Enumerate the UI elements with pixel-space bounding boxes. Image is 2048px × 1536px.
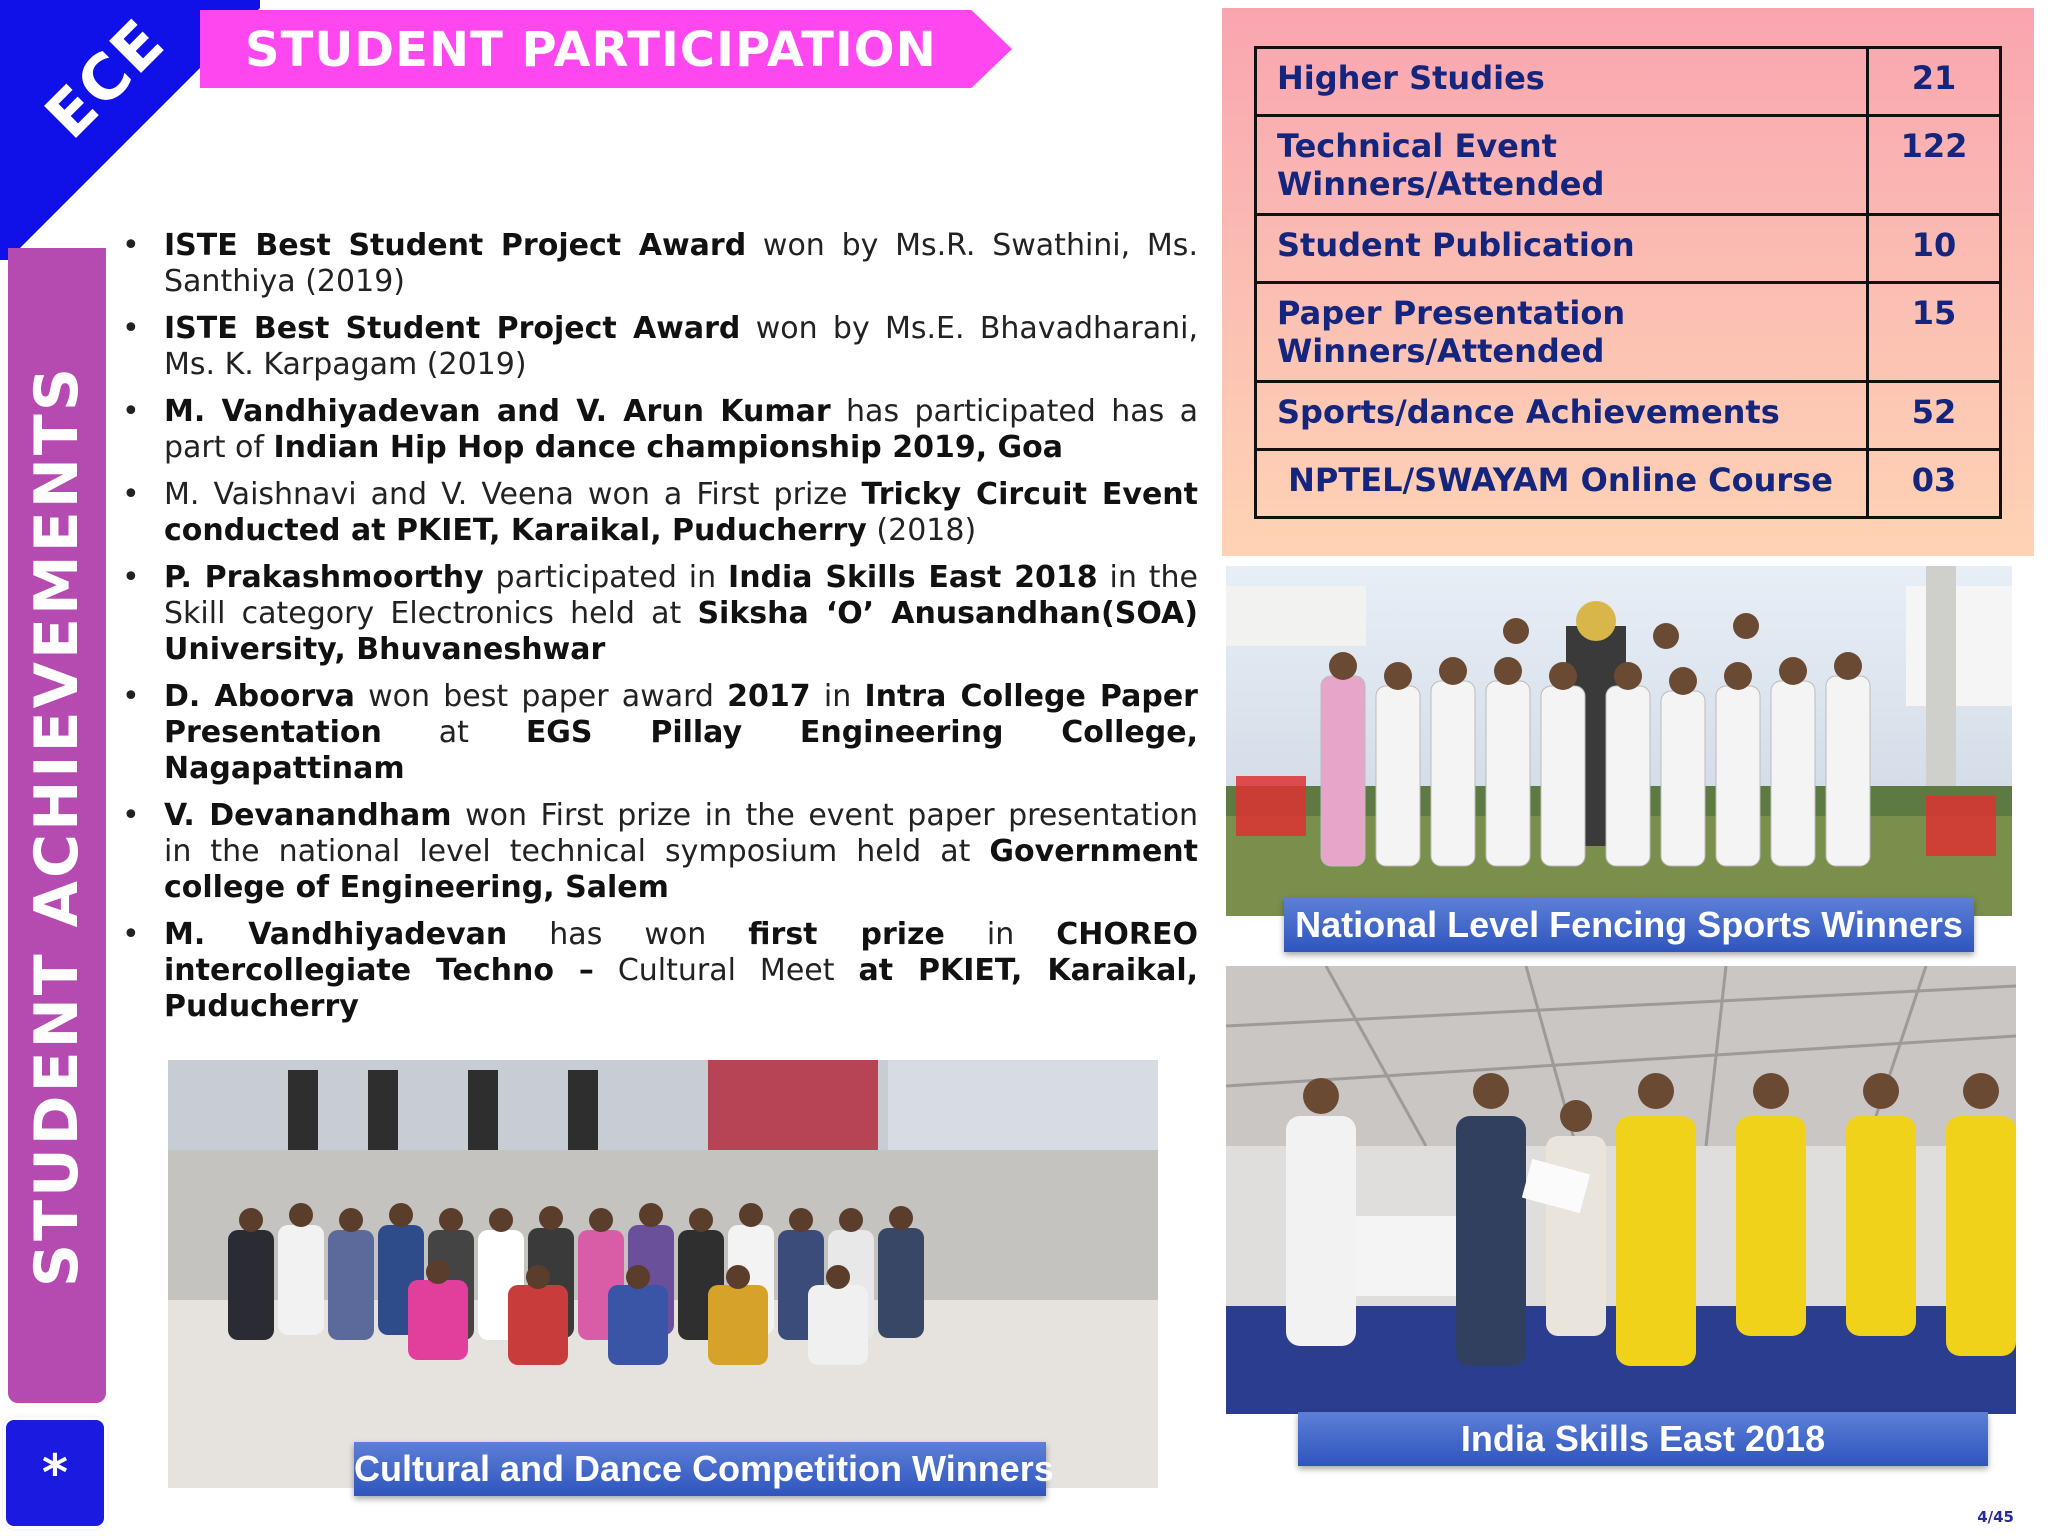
achievement-bold-text: V. Devanandham	[164, 798, 452, 833]
achievement-text: Cultural Meet	[593, 953, 859, 988]
stats-label: Paper Presentation Winners/Attended	[1256, 283, 1868, 382]
fencing-caption: National Level Fencing Sports Winners	[1284, 898, 1974, 952]
achievement-bold-text: India Skills East 2018	[728, 560, 1098, 595]
achievement-item	[122, 477, 1198, 549]
achievement-text: has participated has a part of	[164, 394, 1198, 465]
stats-label: NPTEL/SWAYAM Online Course	[1256, 450, 1868, 518]
achievement-text: in	[944, 917, 1057, 952]
vertical-sidebar	[8, 248, 106, 1403]
achievement-text: has won	[507, 917, 749, 952]
fencing-photo	[1226, 566, 2012, 916]
achievement-text: at	[381, 715, 526, 750]
achievement-bold-text: Government college of Engineering, Salem	[164, 834, 1198, 905]
fencing-photo-image	[1226, 566, 2012, 916]
achievement-text: participated in	[483, 560, 729, 595]
stats-row	[1256, 283, 2001, 382]
stats-value: 03	[1868, 450, 2001, 518]
achievement-bold-text: M. Vandhiyadevan	[164, 917, 508, 952]
skills-photo-image	[1226, 966, 2016, 1414]
achievement-text: M. Vaishnavi and V. Veena won a First prize	[164, 477, 862, 512]
achievement-text: won First prize in the event paper presentation in the national level technical symposium held at	[164, 798, 1198, 869]
sidebar-title: STUDENT ACHIEVEMENTS	[22, 364, 92, 1287]
achievement-bold-text: ISTE Best Student Project Award	[164, 311, 741, 346]
achievement-text: won best paper award	[354, 679, 728, 714]
achievement-bold-text: CHOREO intercollegiate Techno –	[164, 917, 1198, 988]
stats-table	[1254, 46, 2002, 519]
achievement-bold-text: Intra College Paper Presentation	[164, 679, 1198, 750]
achievement-bold-text: at PKIET, Karaikal, Puducherry	[164, 953, 1199, 1024]
achievement-bold-text: D. Aboorva	[164, 679, 355, 714]
section-header	[200, 10, 1012, 88]
stats-value: 122	[1868, 116, 2001, 215]
cultural-photo-image	[168, 1060, 1158, 1488]
stats-value: 52	[1868, 382, 2001, 450]
achievement-item	[122, 798, 1198, 906]
achievement-bold-text: ISTE Best Student Project Award	[164, 228, 747, 263]
stats-panel	[1222, 8, 2034, 556]
stats-row	[1256, 382, 2001, 450]
achievements-list	[122, 228, 1198, 1036]
page-number: 4/45	[1977, 1508, 2014, 1526]
skills-photo	[1226, 966, 2016, 1414]
achievement-text: won by Ms.E. Bhavadharani, Ms. K. Karpagam (2019)	[164, 311, 1198, 382]
achievement-bold-text: EGS Pillay Engineering College, Nagapattinam	[164, 715, 1198, 786]
cultural-caption: Cultural and Dance Competition Winners	[354, 1442, 1046, 1496]
stats-value: 15	[1868, 283, 2001, 382]
stats-row	[1256, 48, 2001, 116]
page-title: STUDENT PARTICIPATION	[245, 22, 937, 78]
achievement-bold-text: 2017	[727, 679, 811, 714]
stats-label: Higher Studies	[1256, 48, 1868, 116]
achievement-text: won by Ms.R. Swathini, Ms. Santhiya (2019)	[164, 228, 1198, 299]
achievement-item	[122, 917, 1198, 1025]
corner-label: ECE	[31, 4, 179, 153]
achievement-bold-text: first prize	[748, 917, 945, 952]
stats-label: Student Publication	[1256, 215, 1868, 283]
achievement-item	[122, 311, 1198, 383]
achievement-item	[122, 228, 1198, 300]
stats-label: Technical Event Winners/Attended	[1256, 116, 1868, 215]
achievement-text: (2018)	[866, 513, 977, 548]
achievement-item	[122, 394, 1198, 466]
stats-row	[1256, 215, 2001, 283]
achievement-bold-text: Indian Hip Hop dance championship 2019, Goa	[273, 430, 1064, 465]
achievement-text: in the Skill category Electronics held at	[164, 560, 1198, 631]
achievement-text: in	[810, 679, 865, 714]
stats-label: Sports/dance Achievements	[1256, 382, 1868, 450]
star-button[interactable]: *	[6, 1420, 104, 1526]
achievement-item	[122, 679, 1198, 787]
stats-row	[1256, 116, 2001, 215]
achievement-bold-text: Siksha ‘O’ Anusandhan(SOA) University, Bhuvaneshwar	[164, 596, 1198, 667]
achievement-item	[122, 560, 1198, 668]
achievement-bold-text: M. Vandhiyadevan and V. Arun Kumar	[164, 394, 831, 429]
skills-caption: India Skills East 2018	[1298, 1412, 1988, 1466]
achievement-bold-text: P. Prakashmoorthy	[164, 560, 484, 595]
achievement-bold-text: Tricky Circuit Event conducted at PKIET, Karaikal, Puducherry	[164, 477, 1198, 548]
stats-row	[1256, 450, 2001, 518]
stats-value: 10	[1868, 215, 2001, 283]
stats-value: 21	[1868, 48, 2001, 116]
cultural-photo	[168, 1060, 1158, 1488]
